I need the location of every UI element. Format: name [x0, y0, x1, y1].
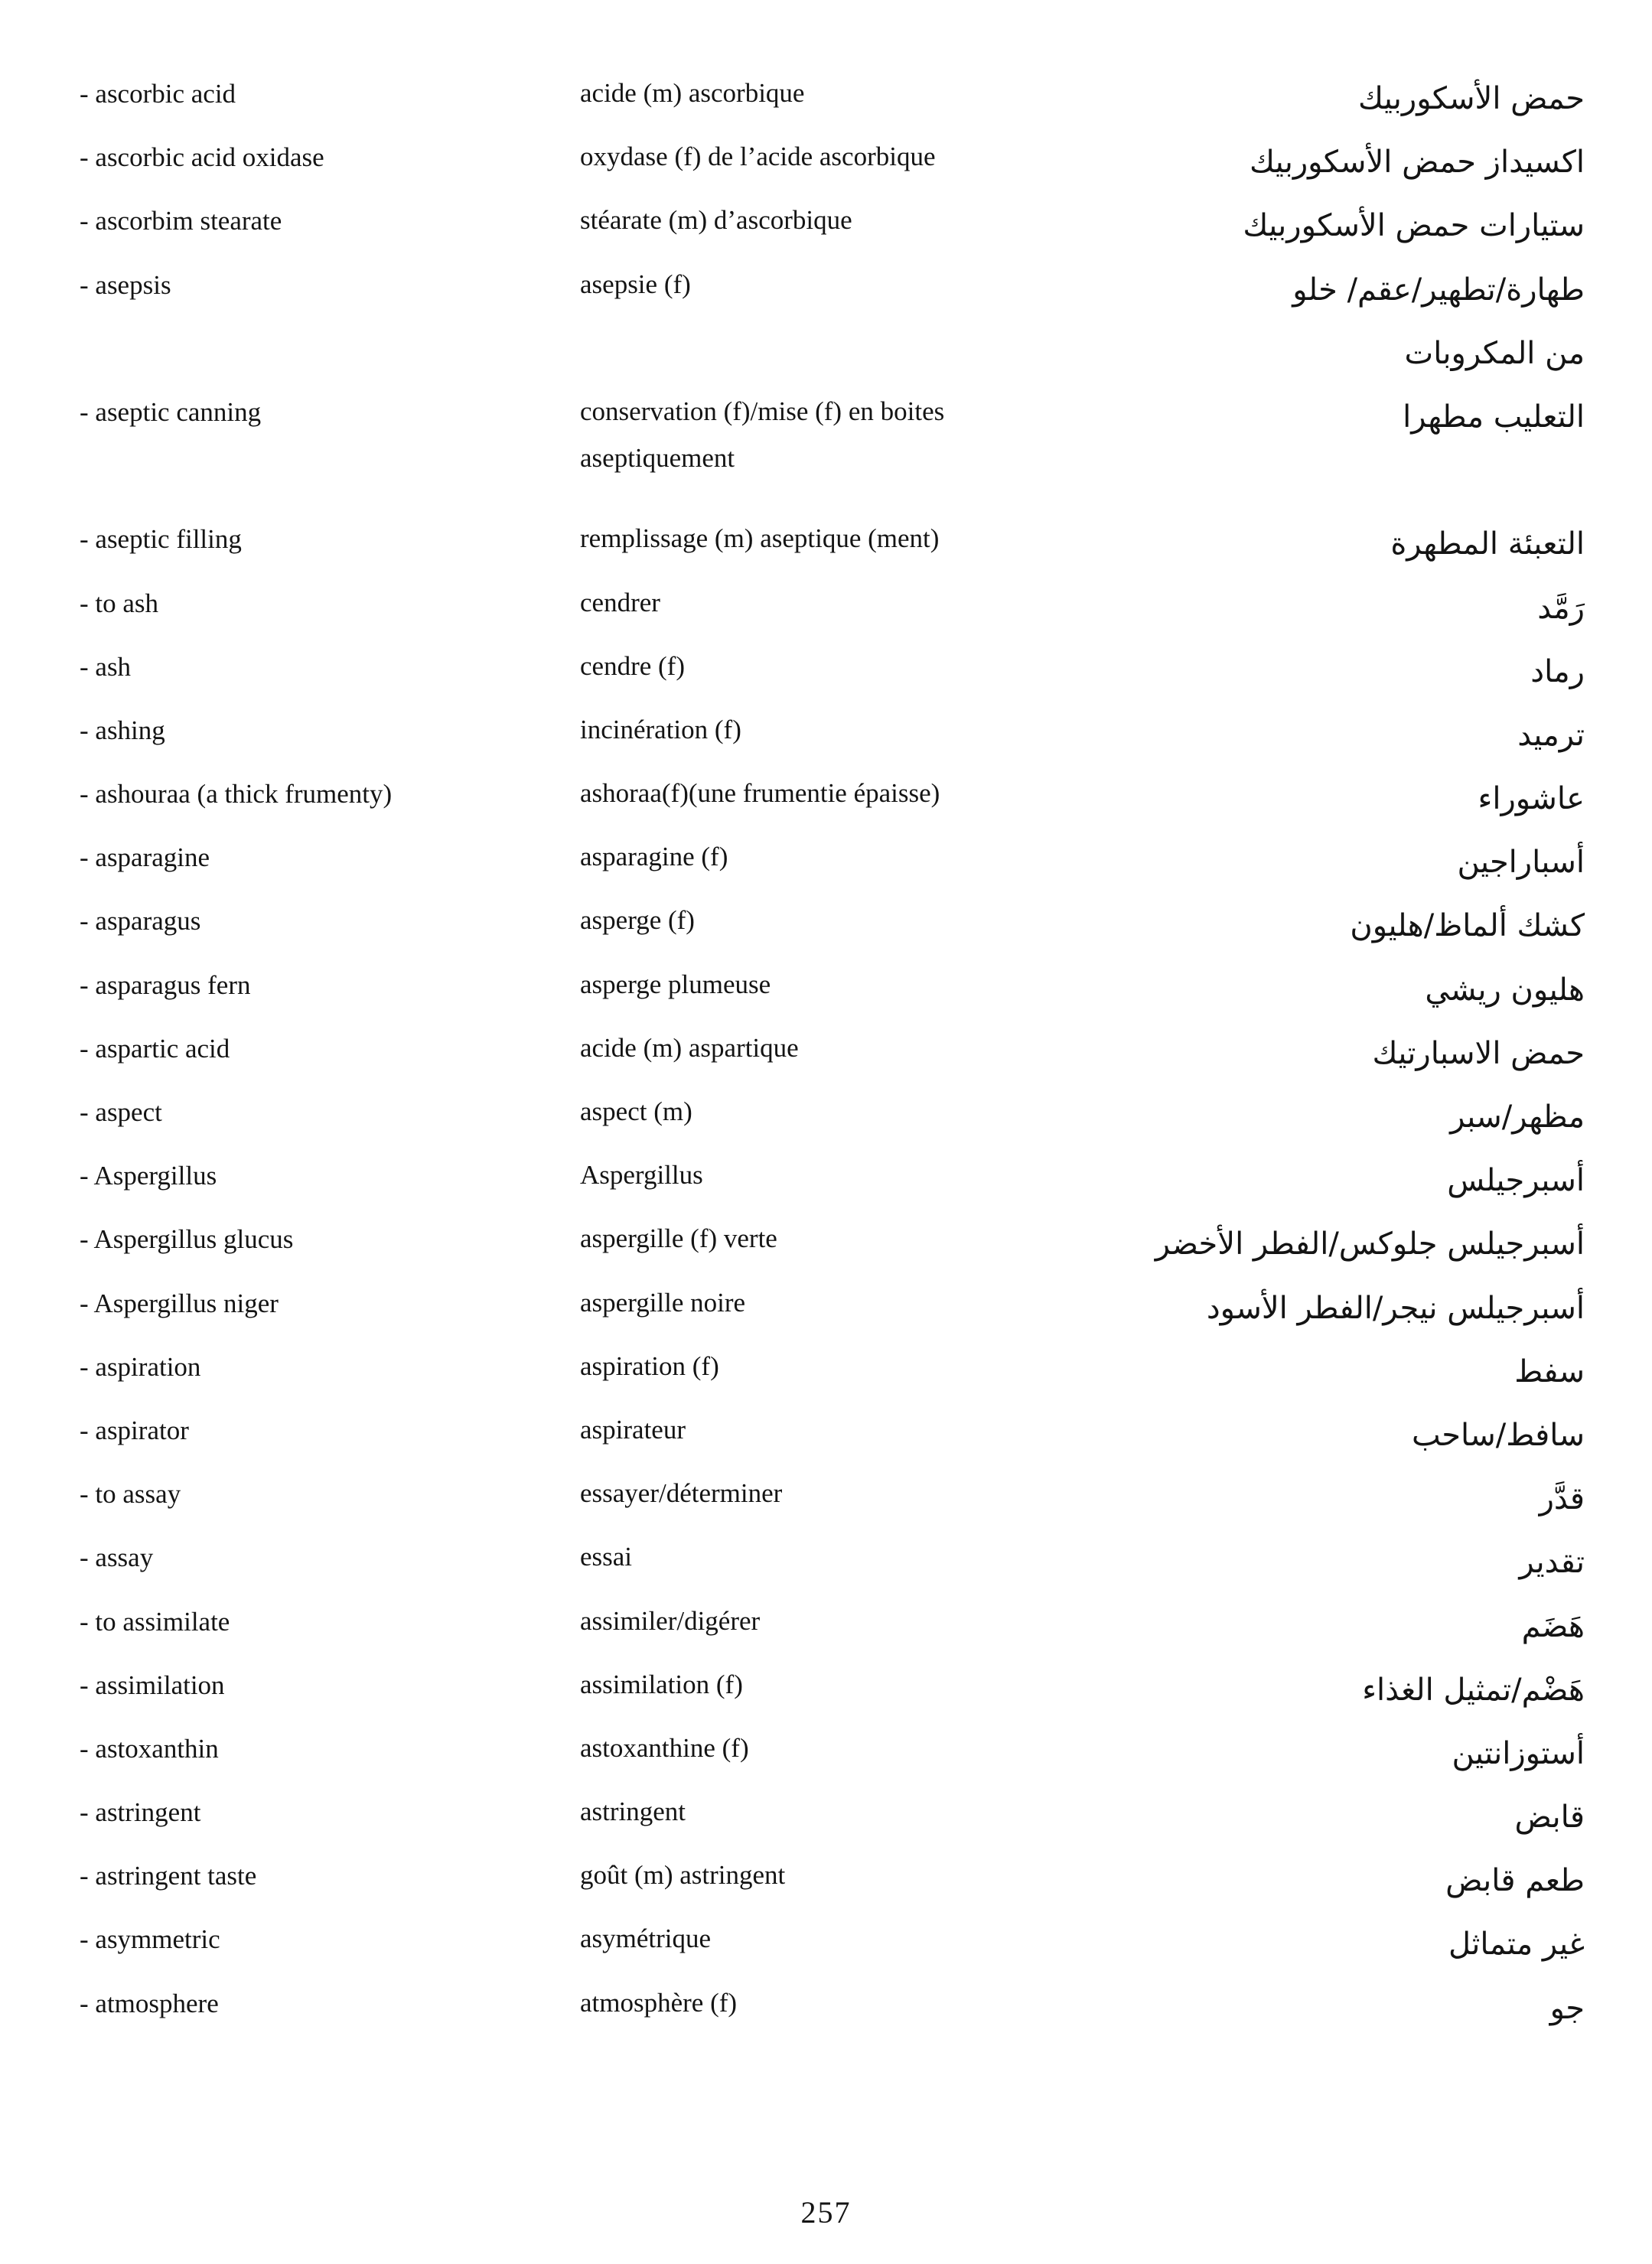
- english-term: - atmosphere: [80, 1988, 219, 2018]
- glossary-entry: [0, 1022, 1652, 1086]
- arabic-term: [1034, 704, 1585, 767]
- arabic-term: [1034, 1468, 1585, 1531]
- french-term-line: Aspergillus: [580, 1160, 703, 1191]
- french-term: [580, 1478, 1039, 1525]
- french-term-line: incinération (f): [580, 714, 741, 744]
- glossary-entry: [0, 1913, 1652, 1976]
- arabic-term-line: هَضَم: [1521, 1608, 1585, 1644]
- english-term: - astoxanthin: [80, 1733, 219, 1764]
- french-term: [580, 1415, 1039, 1461]
- arabic-term-line: من المكروبات: [1404, 335, 1585, 371]
- french-term-line: aseptiquement: [580, 443, 735, 474]
- arabic-term-line: التعليب مطهرا: [1403, 399, 1585, 435]
- french-term: [580, 778, 1039, 825]
- glossary-entries: [0, 67, 1652, 2041]
- french-term-line: atmosphère (f): [580, 1987, 738, 2018]
- english-term: - assay: [80, 1542, 154, 1573]
- glossary-entry: [0, 386, 1652, 513]
- french-term: [580, 588, 1039, 634]
- arabic-term-line: قابض: [1514, 1800, 1585, 1836]
- glossary-entry: [0, 1849, 1652, 1913]
- french-term: [580, 1924, 1039, 1970]
- glossary-entry: [0, 1086, 1652, 1149]
- english-term: - ascorbic acid: [80, 79, 236, 109]
- french-term-line: aspergille noire: [580, 1287, 746, 1318]
- glossary-entry: [0, 1340, 1652, 1404]
- french-term: [580, 1988, 1039, 2034]
- english-term: - to assay: [80, 1479, 181, 1510]
- english-term: - aspiration: [80, 1351, 201, 1382]
- english-term: - ashouraa (a thick frumenty): [80, 779, 393, 810]
- arabic-term: [1034, 131, 1585, 194]
- french-term-line: aspect (m): [580, 1096, 692, 1127]
- french-term-line: acide (m) ascorbique: [580, 78, 805, 108]
- english-term: - asparagus: [80, 906, 201, 937]
- arabic-term: [1034, 1659, 1585, 1722]
- arabic-term-line: حمض الاسبارتيك: [1372, 1035, 1585, 1071]
- french-term: [580, 1860, 1039, 1907]
- glossary-entry: [0, 194, 1652, 258]
- french-term: [580, 1351, 1039, 1398]
- french-term: [580, 842, 1039, 888]
- french-term: [580, 1160, 1039, 1207]
- arabic-term-line: أستوزانتين: [1452, 1735, 1585, 1771]
- glossary-entry: [0, 1213, 1652, 1276]
- arabic-term-line: طهارة/تطهير/عقم/ خلو: [1292, 272, 1585, 308]
- arabic-term-line: سفط: [1514, 1354, 1585, 1389]
- arabic-term-line: غير متماثل: [1448, 1927, 1585, 1963]
- french-term-line: essai: [580, 1542, 633, 1572]
- french-term-line: ashoraa(f)(une frumentie épaisse): [580, 778, 940, 809]
- english-term: - astringent: [80, 1797, 201, 1828]
- glossary-entry: [0, 704, 1652, 767]
- english-term: - Aspergillus niger: [80, 1288, 279, 1318]
- glossary-entry: [0, 767, 1652, 831]
- english-term: - ashing: [80, 715, 165, 745]
- french-term: [580, 1733, 1039, 1780]
- french-term-line: cendrer: [580, 587, 660, 617]
- glossary-entry: [0, 831, 1652, 894]
- english-term: - assimilation: [80, 1669, 225, 1700]
- arabic-term-line: عاشوراء: [1478, 781, 1585, 817]
- french-term-line: cendre (f): [580, 650, 685, 681]
- arabic-term: [1034, 894, 1585, 958]
- arabic-term-line: جو: [1549, 1990, 1585, 2026]
- arabic-term: [1034, 1913, 1585, 1976]
- arabic-term: [1034, 1340, 1585, 1404]
- glossary-entry: [0, 1659, 1652, 1722]
- french-term: [580, 1096, 1039, 1143]
- french-term: [580, 1606, 1039, 1653]
- french-term-line: oxydase (f) de l’acide ascorbique: [580, 142, 936, 172]
- arabic-term: [1034, 1277, 1585, 1340]
- french-term: [580, 969, 1039, 1016]
- french-term: [580, 1797, 1039, 1843]
- english-term: - aspartic acid: [80, 1033, 230, 1064]
- english-term: - Aspergillus glucus: [80, 1224, 294, 1255]
- arabic-term: [1034, 1849, 1585, 1913]
- glossary-entry: [0, 894, 1652, 958]
- arabic-term: [1034, 959, 1585, 1022]
- french-term-line: aspiration (f): [580, 1350, 719, 1381]
- glossary-entry: [0, 513, 1652, 576]
- english-term: - aspect: [80, 1097, 162, 1128]
- french-term-line: asperge (f): [580, 905, 695, 936]
- glossary-entry: [0, 959, 1652, 1022]
- glossary-entry: [0, 131, 1652, 194]
- arabic-term: [1034, 831, 1585, 894]
- french-term: [580, 269, 1039, 316]
- french-term-line: goût (m) astringent: [580, 1860, 786, 1891]
- arabic-term: [1034, 1404, 1585, 1468]
- glossary-entry: [0, 1149, 1652, 1213]
- french-term-line: astoxanthine (f): [580, 1732, 749, 1763]
- english-term: - ash: [80, 651, 132, 682]
- french-term-line: astringent: [580, 1797, 686, 1827]
- arabic-term: [1034, 194, 1585, 258]
- french-term: [580, 1223, 1039, 1270]
- english-term: - asparagine: [80, 842, 210, 873]
- arabic-term-line: أسبرجيلس: [1447, 1163, 1585, 1199]
- arabic-term: [1034, 386, 1585, 449]
- french-term-line: acide (m) aspartique: [580, 1032, 799, 1063]
- glossary-entry: [0, 1531, 1652, 1595]
- english-term: - Aspergillus: [80, 1161, 217, 1191]
- arabic-term: [1034, 1086, 1585, 1149]
- arabic-term-line: ستيارات حمض الأسكوربيك: [1243, 208, 1585, 244]
- glossary-entry: [0, 1786, 1652, 1849]
- arabic-term: [1034, 67, 1585, 131]
- arabic-term-line: سافط/ساحب: [1412, 1417, 1585, 1453]
- glossary-entry: [0, 577, 1652, 640]
- french-term: [580, 78, 1039, 125]
- french-term: [580, 905, 1039, 952]
- french-term-line: asperge plumeuse: [580, 969, 771, 999]
- arabic-term: [1034, 1977, 1585, 2041]
- arabic-term-line: مظهر/سبر: [1450, 1099, 1585, 1135]
- english-term: - to assimilate: [80, 1606, 230, 1637]
- english-term: - aseptic filling: [80, 524, 242, 555]
- french-term-line: conservation (f)/mise (f) en boites: [580, 396, 945, 426]
- english-term: - asymmetric: [80, 1924, 220, 1955]
- english-term: - aseptic canning: [80, 396, 262, 427]
- arabic-term-line: كشك ألماظ/هليون: [1350, 908, 1585, 944]
- french-term-line: aspergille (f) verte: [580, 1223, 777, 1254]
- arabic-term: [1034, 577, 1585, 640]
- arabic-term-line: ترميد: [1517, 717, 1585, 753]
- french-term: [580, 1033, 1039, 1080]
- french-term: [580, 651, 1039, 698]
- french-term: [580, 1542, 1039, 1588]
- english-term: - ascorbic acid oxidase: [80, 142, 324, 173]
- english-term: - ascorbim stearate: [80, 206, 282, 236]
- arabic-term: [1034, 1022, 1585, 1086]
- glossary-entry: [0, 259, 1652, 386]
- arabic-term: [1034, 1531, 1585, 1595]
- arabic-term-line: هَضْم/تمثيل الغذاء: [1362, 1672, 1585, 1708]
- arabic-term: [1034, 1149, 1585, 1213]
- french-term-line: assimilation (f): [580, 1669, 743, 1699]
- french-term: [580, 396, 1039, 490]
- english-term: - aspirator: [80, 1415, 189, 1445]
- arabic-term: [1034, 1786, 1585, 1849]
- arabic-term: [1034, 767, 1585, 831]
- arabic-term-line: أسباراجين: [1457, 845, 1585, 881]
- arabic-term-line: أسبرجيلس جلوكس/الفطر الأخضر: [1155, 1226, 1585, 1262]
- glossary-entry: [0, 640, 1652, 704]
- english-term: - asepsis: [80, 269, 171, 300]
- arabic-term-line: هليون ريشي: [1425, 972, 1585, 1008]
- glossary-entry: [0, 1468, 1652, 1531]
- french-term: [580, 1288, 1039, 1334]
- french-term-line: essayer/déterminer: [580, 1478, 783, 1509]
- french-term: [580, 142, 1039, 188]
- arabic-term-line: رماد: [1530, 653, 1585, 689]
- arabic-term-line: حمض الأسكوربيك: [1358, 81, 1585, 116]
- french-term-line: asparagine (f): [580, 842, 728, 872]
- french-term: [580, 205, 1039, 252]
- french-term: [580, 523, 1039, 570]
- french-term: [580, 1669, 1039, 1716]
- glossary-entry: [0, 67, 1652, 131]
- arabic-term: [1034, 513, 1585, 576]
- arabic-term-line: أسبرجيلس نيجر/الفطر الأسود: [1206, 1290, 1585, 1326]
- french-term-line: asymétrique: [580, 1924, 712, 1954]
- french-term-line: asepsie (f): [580, 269, 691, 299]
- english-term: - astringent taste: [80, 1861, 257, 1891]
- glossary-entry: [0, 1277, 1652, 1340]
- arabic-term: [1034, 259, 1585, 386]
- arabic-term: [1034, 1213, 1585, 1276]
- arabic-term: [1034, 640, 1585, 704]
- glossary-entry: [0, 1595, 1652, 1659]
- french-term-line: remplissage (m) aseptique (ment): [580, 523, 940, 554]
- french-term-line: assimiler/digérer: [580, 1605, 761, 1636]
- glossary-entry: [0, 1722, 1652, 1786]
- arabic-term-line: طعم قابض: [1445, 1863, 1585, 1899]
- arabic-term: [1034, 1595, 1585, 1659]
- arabic-term-line: تقدير: [1519, 1545, 1585, 1581]
- arabic-term-line: اكسيداز حمض الأسكوربيك: [1249, 145, 1585, 181]
- french-term-line: aspirateur: [580, 1414, 686, 1445]
- french-term-line: stéarate (m) d’ascorbique: [580, 205, 852, 236]
- french-term: [580, 715, 1039, 761]
- glossary-entry: [0, 1977, 1652, 2041]
- english-term: - asparagus fern: [80, 969, 251, 1000]
- english-term: - to ash: [80, 588, 159, 618]
- arabic-term-line: رَمَّد: [1537, 590, 1585, 626]
- arabic-term-line: التعبئة المطهرة: [1390, 526, 1585, 562]
- arabic-term-line: قدَّر: [1539, 1481, 1585, 1517]
- glossary-entry: [0, 1404, 1652, 1468]
- arabic-term: [1034, 1722, 1585, 1786]
- page-number: 257: [800, 2195, 852, 2230]
